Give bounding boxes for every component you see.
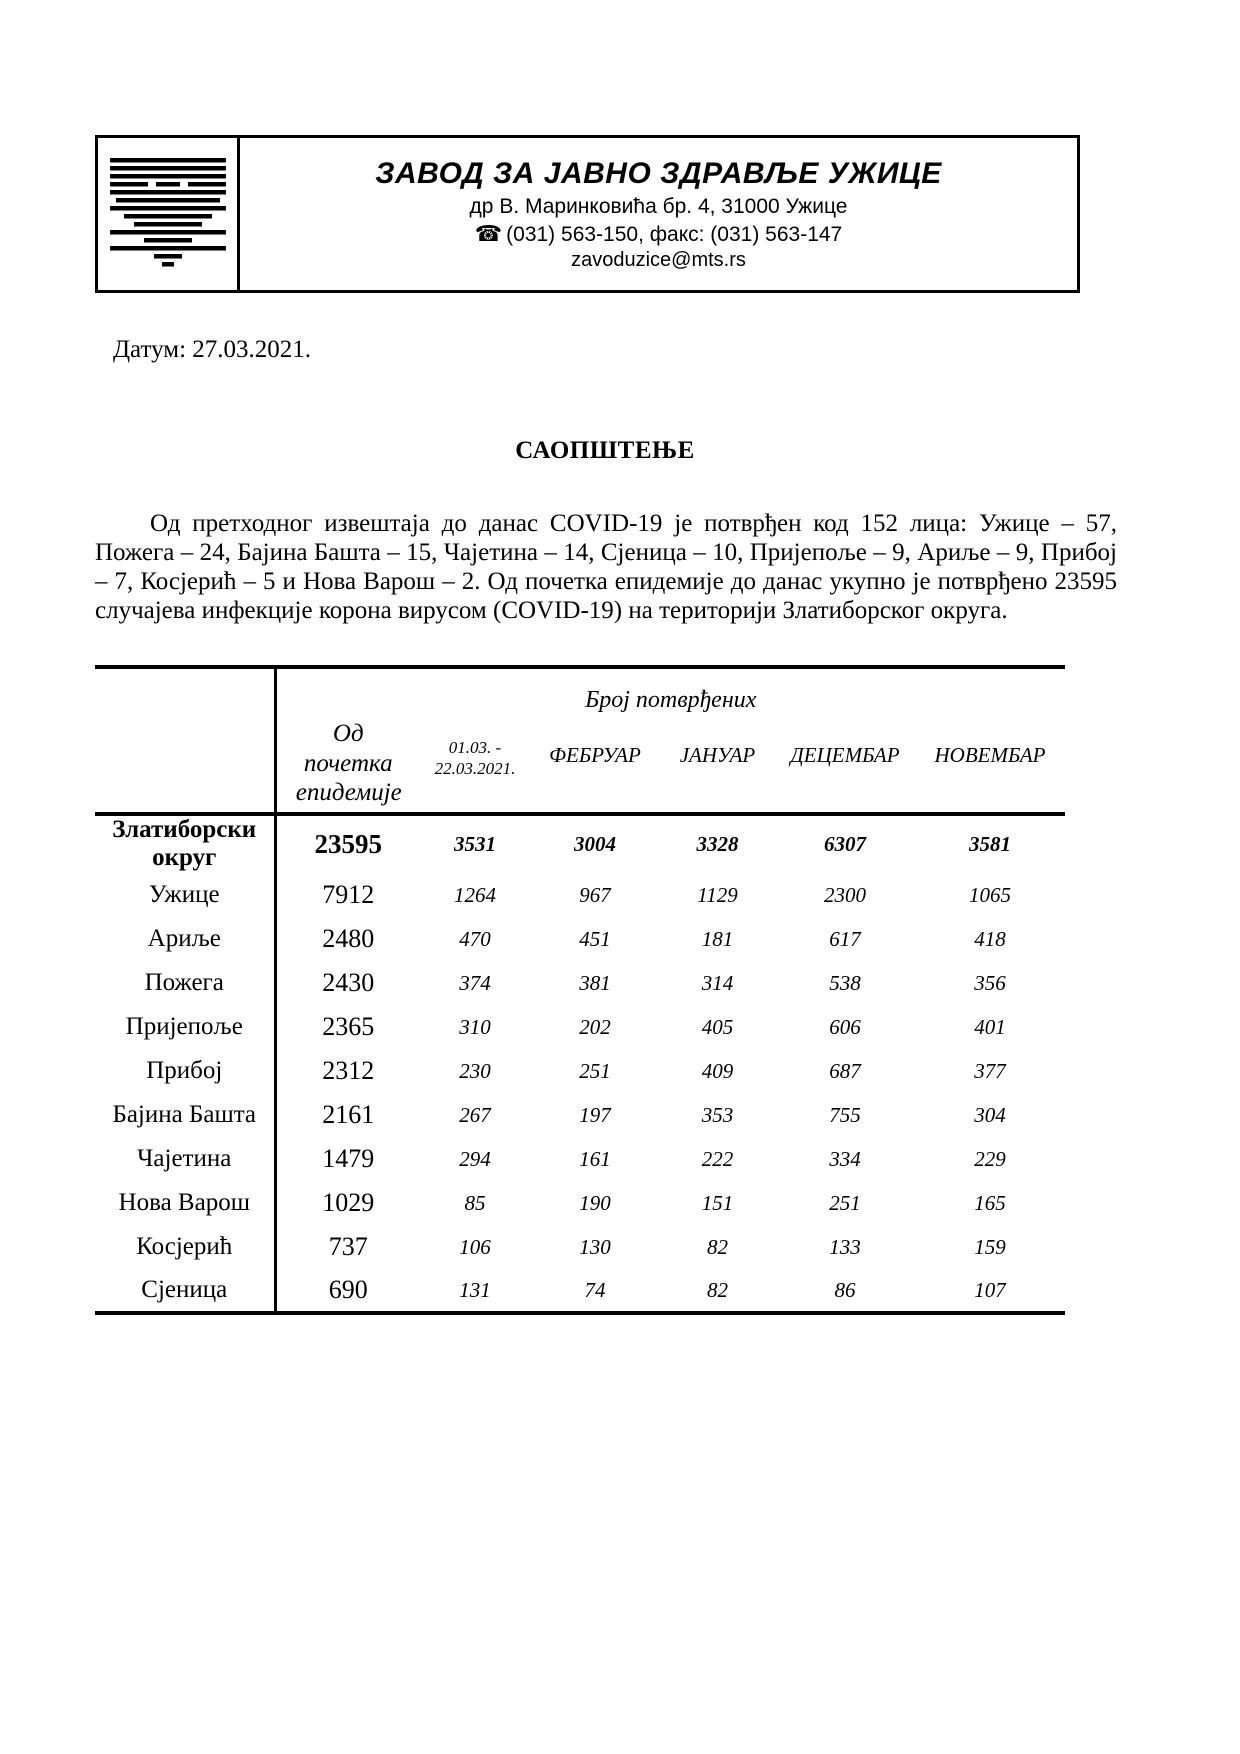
table-cell: 165 [974, 1190, 1006, 1215]
table-group-header: Број потврђених [585, 686, 757, 713]
row-label: Чајетина [95, 1137, 275, 1181]
cell-total-november: 3581 [969, 831, 1011, 856]
table-cell: 294 [459, 1146, 491, 1171]
table-cell: 381 [579, 970, 611, 995]
table-cell: 107 [974, 1277, 1006, 1302]
covid-cases-table [95, 665, 1065, 1315]
cell-total-period: 3531 [454, 831, 496, 856]
table-cell: 374 [459, 970, 491, 995]
cell-total-january: 3328 [696, 831, 739, 856]
table-cell: 229 [974, 1146, 1006, 1171]
table-row [95, 1093, 1065, 1137]
table-cell: 7912 [322, 880, 375, 909]
table-cell: 353 [701, 1102, 734, 1127]
phone-icon: ☎ [474, 220, 503, 246]
table-row [95, 917, 1065, 961]
col-header-text: Од почетка епидемије [295, 720, 402, 806]
row-label: Пријепоље [95, 1005, 275, 1049]
table-group-header-row [95, 667, 1065, 719]
table-cell: 606 [829, 1014, 861, 1039]
table-cell: 190 [579, 1190, 611, 1215]
col-header-since-epidemic-start [275, 719, 420, 814]
table-cell: 131 [459, 1277, 491, 1302]
row-label-text: Златиборски округ [112, 815, 257, 872]
table-cell: 310 [459, 1014, 491, 1039]
row-label: Косјерић [95, 1225, 275, 1269]
table-cell: 617 [829, 926, 861, 951]
row-label [95, 814, 275, 874]
row-label: Сјеница [95, 1269, 275, 1313]
table-row [95, 873, 1065, 917]
col-header-february: ФЕБРУАР [530, 719, 660, 814]
row-label: Прибој [95, 1049, 275, 1093]
letterhead-text [240, 138, 1077, 290]
org-address: др В. Маринковића бр. 4, 31000 Ужице [469, 194, 848, 218]
table-cell: 222 [701, 1146, 734, 1171]
table-cell: 451 [579, 926, 611, 951]
table-cell: 405 [701, 1014, 734, 1039]
table-cell: 82 [707, 1234, 728, 1259]
table-cell: 2365 [322, 1012, 375, 1041]
table-cell: 86 [834, 1277, 856, 1302]
table-cell: 130 [579, 1234, 611, 1259]
table-cell: 2480 [322, 924, 375, 953]
table-cell: 151 [701, 1190, 734, 1215]
col-header-november: НОВЕМБАР [915, 719, 1065, 814]
table-cell: 687 [829, 1058, 861, 1083]
table-cell: 267 [459, 1102, 491, 1127]
row-label: Бајина Башта [95, 1093, 275, 1137]
org-email: zavoduzice@mts.rs [571, 248, 746, 271]
table-cell: 1479 [322, 1144, 375, 1173]
table-cell: 74 [584, 1277, 606, 1302]
org-name: ЗАВОД ЗА ЈАВНО ЗДРАВЉЕ УЖИЦЕ [375, 156, 942, 190]
table-cell: 161 [579, 1146, 611, 1171]
table-cell: 737 [328, 1232, 368, 1261]
table-row [95, 1049, 1065, 1093]
letterhead [95, 135, 1080, 293]
table-cell: 967 [579, 882, 611, 907]
col-header-december: ДЕЦЕМБАР [775, 719, 915, 814]
row-label: Ужице [95, 873, 275, 917]
org-phone-text: (031) 563-150, факс: (031) 563-147 [506, 222, 843, 246]
table-cell: 755 [829, 1102, 861, 1127]
table-cell: 2300 [824, 882, 866, 907]
table-cell: 181 [701, 926, 734, 951]
table-cell: 197 [579, 1102, 611, 1127]
table-cell: 470 [459, 926, 491, 951]
table-cell: 538 [829, 970, 861, 995]
table-cell: 2161 [322, 1100, 375, 1129]
table-corner-cell [95, 667, 275, 814]
org-phone [475, 221, 842, 247]
table-row [95, 1181, 1065, 1225]
date-line: Датум: 27.03.2021. [113, 336, 312, 363]
table-cell: 85 [464, 1190, 486, 1215]
col-header-january: ЈАНУАР [660, 719, 775, 814]
table-row [95, 1269, 1065, 1313]
table-row [95, 1005, 1065, 1049]
org-logo-icon [110, 158, 226, 270]
table-row [95, 1225, 1065, 1269]
table-cell: 1129 [697, 882, 738, 907]
table-cell: 314 [701, 970, 734, 995]
col-header-text: 01.03. - 22.03.2021. [434, 738, 516, 779]
table-cell: 106 [459, 1234, 491, 1259]
table-cell: 401 [974, 1014, 1006, 1039]
document-title: САОПШТЕЊЕ [515, 437, 695, 464]
table-cell: 1029 [322, 1188, 375, 1217]
table-cell: 202 [579, 1014, 611, 1039]
table-cell: 334 [829, 1146, 861, 1171]
table-cell: 159 [974, 1234, 1006, 1259]
table-cell: 356 [974, 970, 1006, 995]
body-paragraph: Од претходног извештаја до данас COVID-19 је потврђен код 152 лица: Ужице – 57, Пожега – 24, Бајина Башта – 15, Чајетина – 14, Сјеница – 10, Пријепоље – 9, Ариље – 9, Прибој – 7, Косјерић – 5 и Нова Варош – 2. Од почетка епидемије до данас укупно је потврђено 23595 случајева инфекције корона вирусом (COVID-19) на територији Златиборског округа. [95, 510, 1117, 624]
table-cell: 82 [707, 1277, 728, 1302]
row-label: Ариље [95, 917, 275, 961]
table-cell: 251 [829, 1190, 861, 1215]
table-cell: 1065 [969, 882, 1011, 907]
table-row-district-total [95, 814, 1065, 874]
cell-total-february: 3004 [574, 831, 616, 856]
row-label: Пожега [95, 961, 275, 1005]
table-cell: 251 [579, 1058, 611, 1083]
table-cell: 409 [701, 1058, 734, 1083]
cell-total-december: 6307 [824, 831, 866, 856]
table-row [95, 1137, 1065, 1181]
table-cell: 418 [974, 926, 1006, 951]
row-label: Нова Варош [95, 1181, 275, 1225]
org-logo [98, 138, 240, 290]
table-cell: 133 [829, 1234, 861, 1259]
col-header-period [420, 719, 530, 814]
table-cell: 304 [974, 1102, 1006, 1127]
table-cell: 690 [328, 1275, 368, 1304]
table-cell: 1264 [454, 882, 496, 907]
cell-total-since-start: 23595 [314, 828, 382, 859]
table-cell: 230 [459, 1058, 491, 1083]
table-cell: 2312 [322, 1056, 375, 1085]
table-cell: 2430 [322, 968, 375, 997]
table-row [95, 961, 1065, 1005]
table-cell: 377 [974, 1058, 1006, 1083]
